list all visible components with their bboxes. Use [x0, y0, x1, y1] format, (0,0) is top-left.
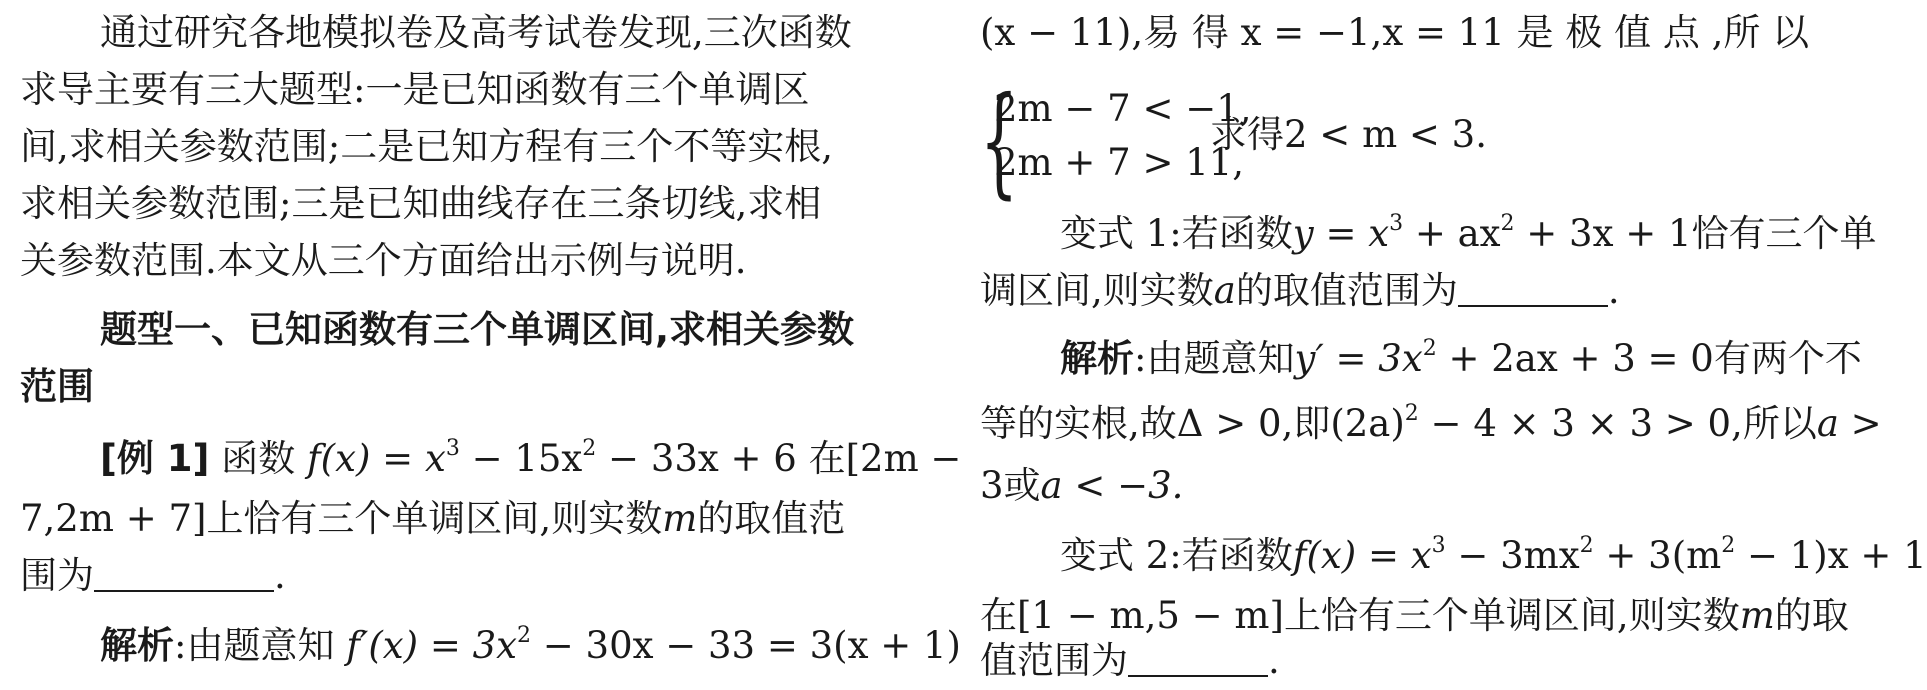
- answer-blank: [1128, 645, 1268, 677]
- answer-blank: [1458, 275, 1608, 307]
- intro-line-1: 通过研究各地模拟卷及高考试卷发现,三次函数: [100, 11, 852, 54]
- solution-1-continued: (x − 11),易 得 x = −1,x = 11 是 极 值 点 ,所 以: [980, 11, 1810, 54]
- answer-blank: [94, 560, 274, 592]
- variant-1-line-2: 调区间,则实数a的取值范围为 .: [980, 269, 1620, 312]
- example-1-line-3: 围为 .: [20, 554, 286, 597]
- variant-1-line-1: 变式 1:若函数$y = x^3 + ax^2 + 3x + 1$恰有三个单: [1060, 211, 1877, 255]
- solution-2-line-3: 3或a < −3.: [980, 464, 1184, 507]
- intro-line-4: 求相关参数范围;三是已知曲线存在三条切线,求相: [20, 182, 822, 225]
- variant-2-line-3: 值范围为 .: [980, 639, 1280, 682]
- solution-2-line-2: 等的实根,故Δ > 0,即$(2a)^2 - 4 \times 3 \times 3 > 0$,所以a >: [980, 401, 1882, 445]
- solution-tag: 解析: [1060, 337, 1134, 380]
- intro-line-5: 关参数范围.本文从三个方面给出示例与说明.: [20, 239, 747, 282]
- variant-2-line-2: 在[1 − m,5 − m]上恰有三个单调区间,则实数m的取: [980, 594, 1849, 637]
- variant-2-line-1: 变式 2:若函数$f(x) = x^3 - 3mx^2 + 3(m^2 - 1)x + 1$: [1060, 533, 1927, 577]
- section-heading-line-1: 题型一、已知函数有三个单调区间,求相关参数: [100, 308, 855, 351]
- inequality-1: 2m − 7 < −1,: [994, 87, 1252, 130]
- intro-line-3: 间,求相关参数范围;二是已知方程有三个不等实根,: [20, 125, 833, 168]
- intro-line-2: 求导主要有三大题型:一是已知函数有三个单调区: [20, 68, 810, 111]
- section-heading-line-2: 范围: [20, 365, 94, 408]
- system-brace: {: [980, 72, 1019, 211]
- solution-1-line: 解析:由题意知 $f'(x) = 3x^2 - 30x - 33 = 3(x + 1)$: [100, 623, 961, 667]
- system-result: 求得2 < m < 3.: [1210, 113, 1487, 156]
- inequality-2: 2m + 7 > 11,: [994, 141, 1245, 184]
- solution-2-line-1: 解析:由题意知$y' = 3x^2 + 2ax + 3 = 0$有两个不: [1060, 336, 1862, 380]
- example-1-line-2: 7,2m + 7]上恰有三个单调区间,则实数m的取值范: [20, 497, 846, 540]
- example-1-line-1: [例 1] 函数 $f(x) = x^3 - 15x^2 - 33x + 6$ 在[2m −: [100, 436, 962, 480]
- solution-tag: 解析: [100, 624, 174, 667]
- example-1-tag: [例 1]: [100, 437, 210, 480]
